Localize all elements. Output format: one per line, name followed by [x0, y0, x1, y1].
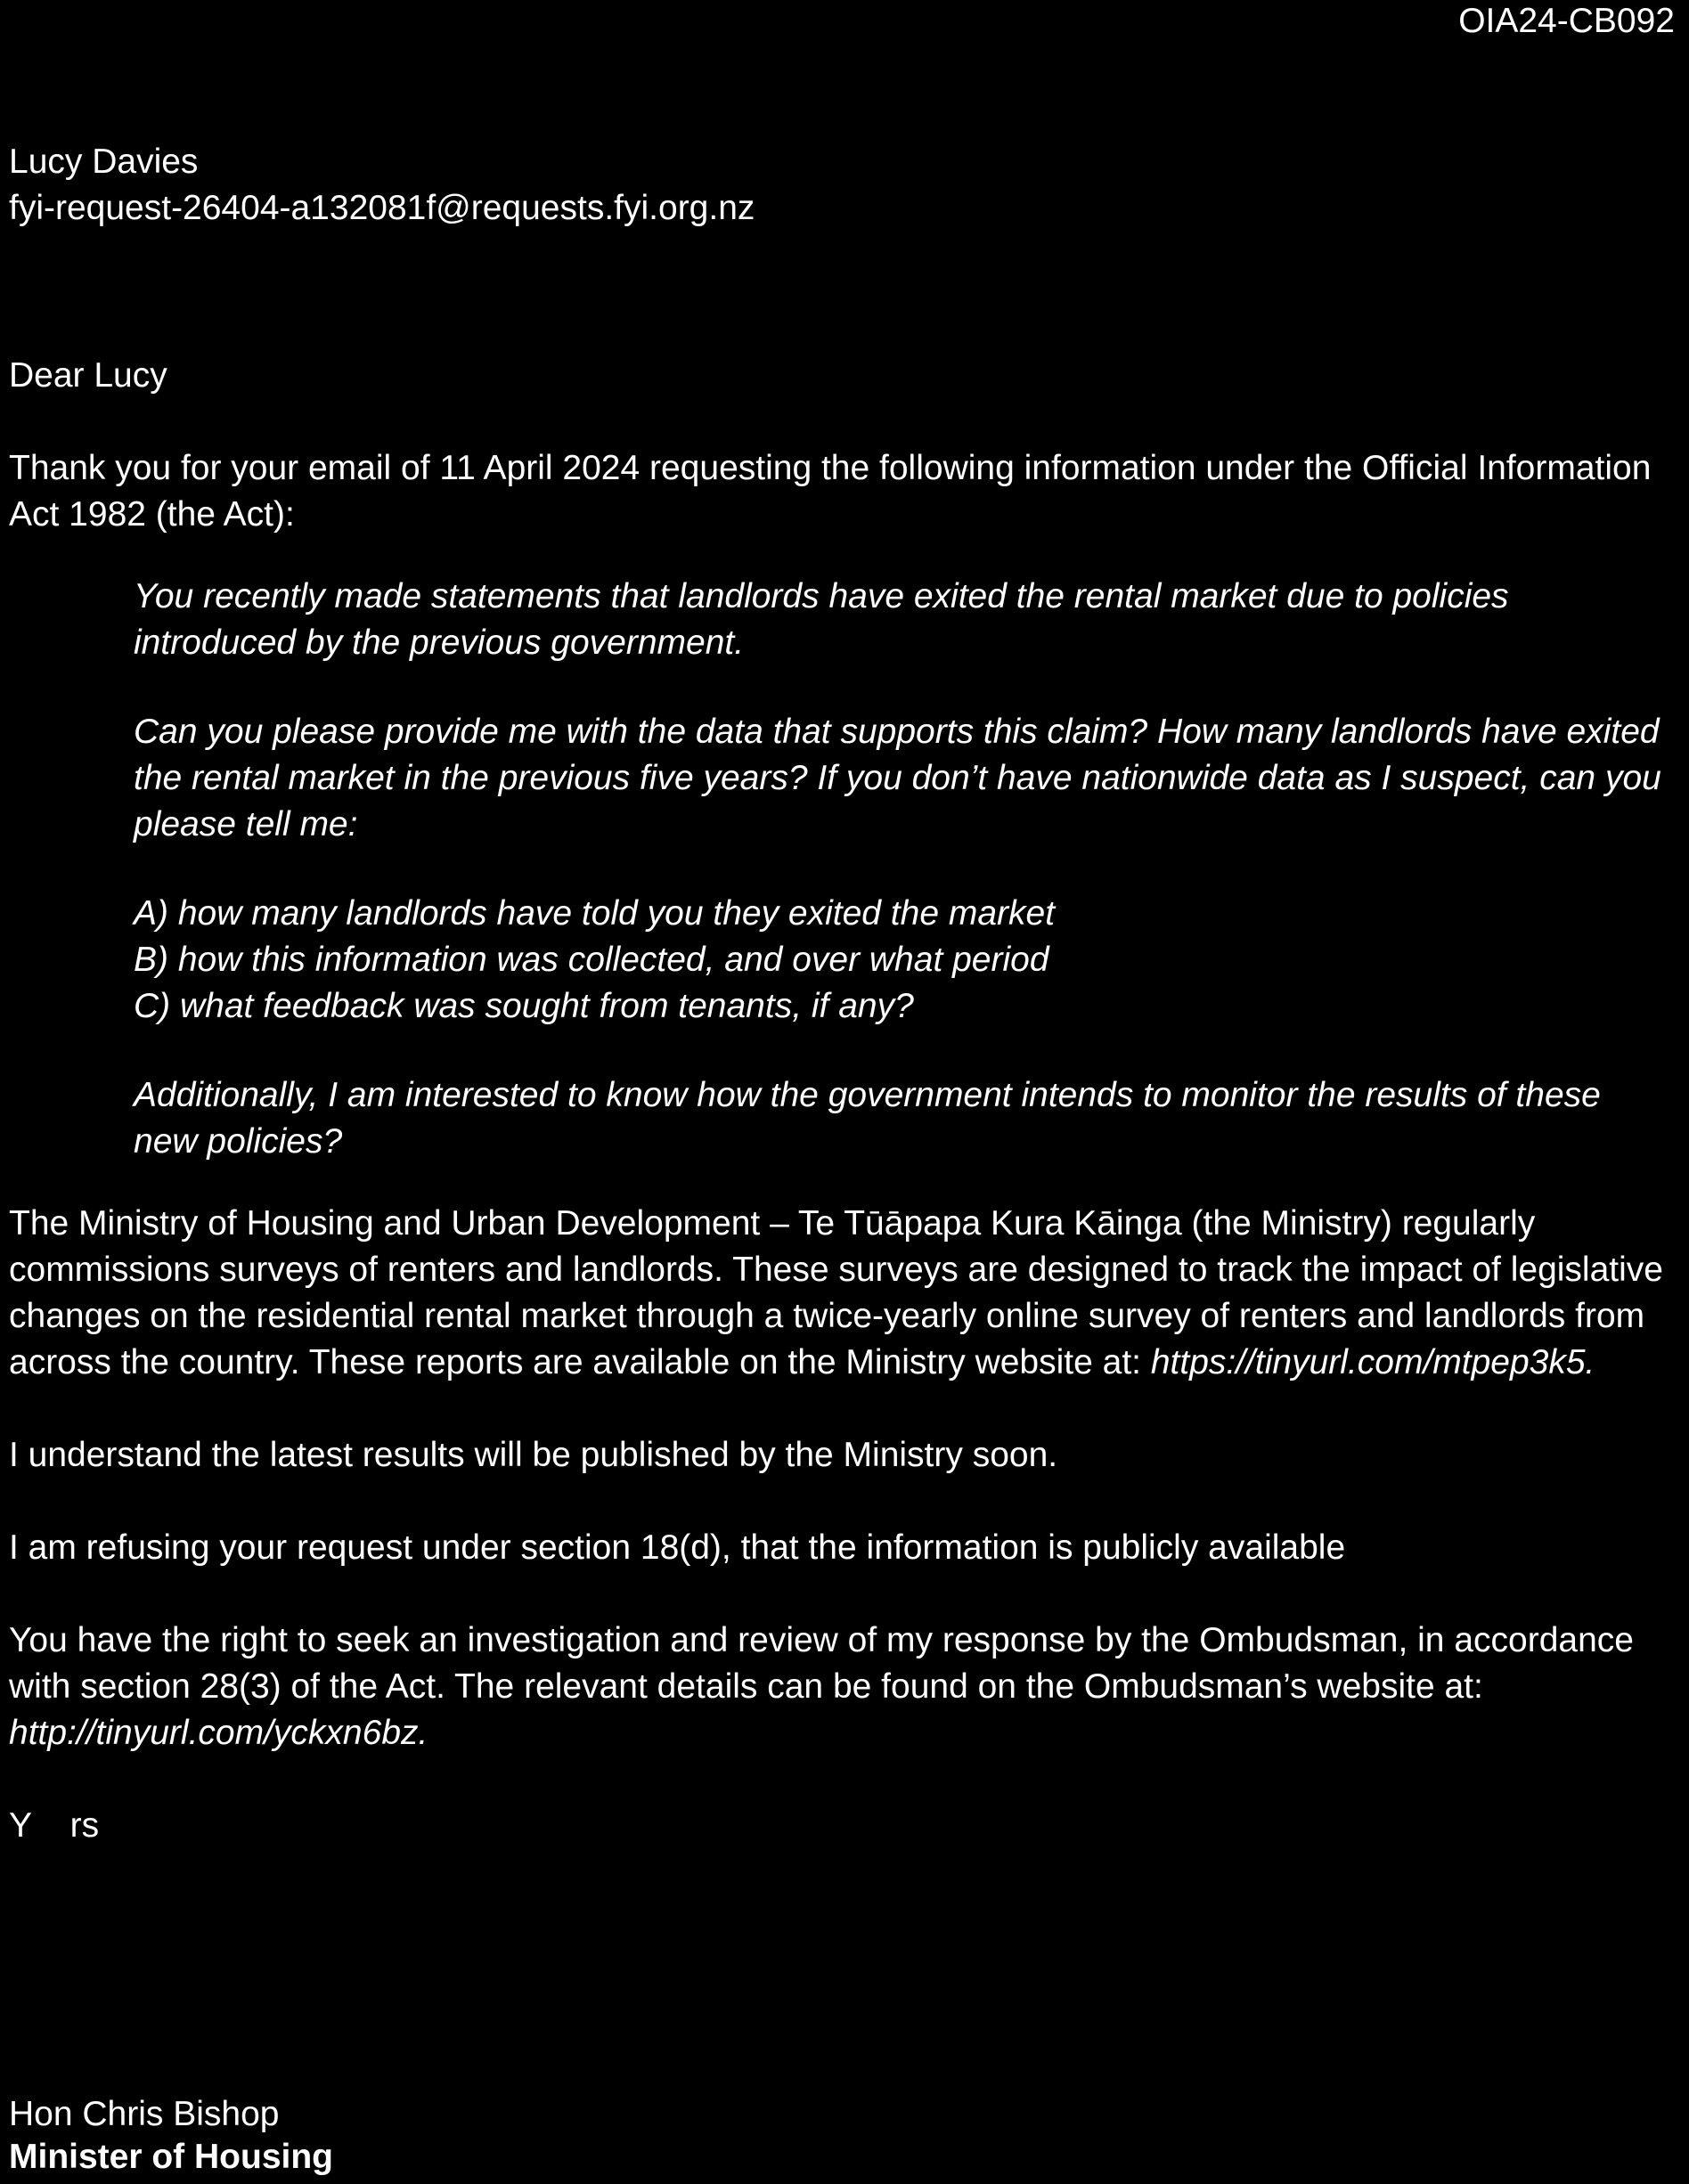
response-paragraph-4 — [9, 1618, 1668, 1756]
quoted-request — [134, 574, 1668, 1165]
quoted-paragraph-3: Additionally, I am interested to know how the government intends to monitor the results of these new policies? — [134, 1076, 1601, 1161]
response-paragraph-3: I am refusing your request under section 18(d), that the information is publicly available — [9, 1528, 1346, 1567]
signer-title: Minister of Housing — [9, 2138, 333, 2176]
closing: Y rs — [9, 1806, 100, 1845]
response-paragraph-2: I understand the latest results will be published by the Ministry soon. — [9, 1436, 1058, 1474]
letter-body — [9, 139, 1668, 1849]
quoted-item-c: C) what feedback was sought from tenants, if any? — [134, 987, 914, 1025]
intro-paragraph: Thank you for your email of 11 April 2024 requesting the following information under the Official Information Act 1982 (the Act): — [9, 449, 1652, 534]
signer-name: Hon Chris Bishop — [9, 2095, 280, 2133]
signature-block — [9, 2093, 333, 2179]
ombudsman-link[interactable]: http://tinyurl.com/yckxn6bz. — [9, 1714, 428, 1752]
salutation: Dear Lucy — [9, 356, 167, 395]
quoted-paragraph-1: You recently made statements that landlords have exited the rental market due to policies introduced by the previous government. — [134, 577, 1509, 662]
response-paragraph-1-text: The Ministry of Housing and Urban Development – Te Tūāpapa Kura Kāinga (the Ministry) regularly commissions surveys of renters and landlords. These surveys are designed to track the impact of legislative changes on the residential rental market through a twice-yearly online survey of renters and landlords from across the country. These reports are available on the Ministry website at: — [9, 1204, 1663, 1381]
quoted-item-b: B) how this information was collected, and over what period — [134, 941, 1049, 979]
ministry-reports-link[interactable]: https://tinyurl.com/mtpep3k5. — [1150, 1343, 1595, 1381]
response-paragraph-1 — [9, 1201, 1668, 1386]
quoted-item-a: A) how many landlords have told you they exited the market — [134, 894, 1056, 933]
quoted-paragraph-2: Can you please provide me with the data that supports this claim? How many landlords have exited the rental market in the previous five years? If you don’t have nationwide data as I suspect, can you please tell me: — [134, 713, 1661, 843]
recipient-name: Lucy Davies — [9, 143, 199, 181]
recipient-block — [9, 139, 1668, 232]
response-paragraph-4-text: You have the right to seek an investigation and review of my response by the Ombudsman, in accordance with section 28(3) of the Act. The relevant details can be found on the Ombudsman’s website at: — [9, 1621, 1634, 1706]
recipient-email: fyi-request-26404-a132081f@requests.fyi.org.nz — [9, 189, 755, 227]
reference-number: OIA24-CB092 — [1458, 2, 1675, 40]
quoted-question-list — [134, 891, 1668, 1030]
